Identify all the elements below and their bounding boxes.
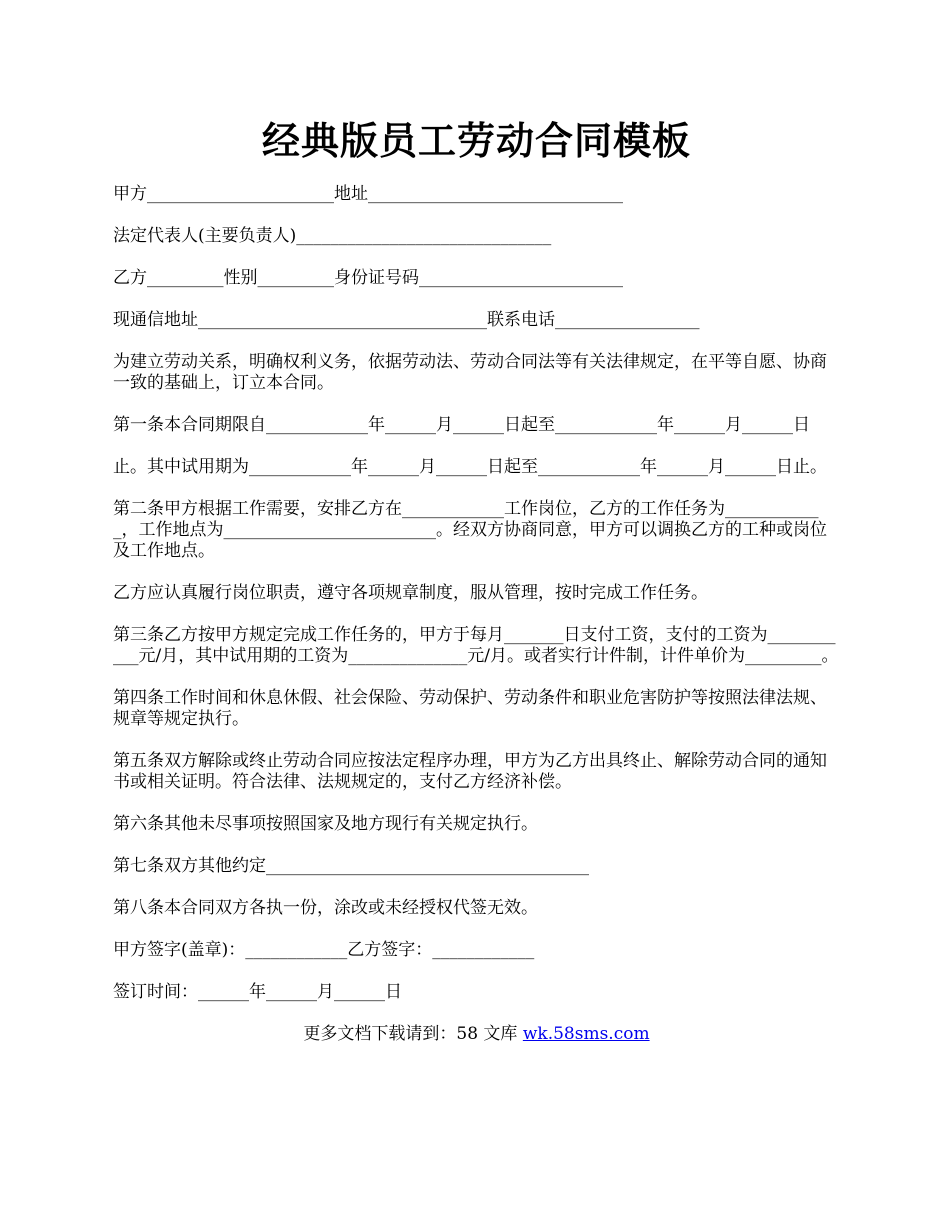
legal-representative-line: 法定代表人(主要负责人)______________________________ <box>113 226 552 246</box>
signature-line: 甲方签字(盖章)：____________乙方签字：____________ <box>113 940 535 960</box>
article-2-position: 第二条甲方根据工作需要，安排乙方在____________工作岗位，乙方的工作任务为____________，工作地点为_________________________。经双方协商同意，甲方可以调换乙方的工种或岗位及工作地点。 <box>113 499 827 561</box>
footer-text: 更多文档下载请到：58 文库 <box>303 1024 523 1044</box>
document-title: 经典版员工劳动合同模板 <box>261 118 691 163</box>
signing-date-line: 签订时间：______年______月______日 <box>113 982 402 1002</box>
article-5-termination: 第五条双方解除或终止劳动合同应按法定程序办理，甲方为乙方出具终止、解除劳动合同的通知书或相关证明。符合法律、法规规定的，支付乙方经济补偿。 <box>113 751 827 792</box>
contract-body <box>113 184 840 1003</box>
article-1-term: 第一条本合同期限自____________年______月______日起至____________年______月______日 <box>113 415 810 435</box>
article-2-duties: 乙方应认真履行岗位职责，遵守各项规章制度，服从管理，按时完成工作任务。 <box>113 583 708 603</box>
article-4-working-hours: 第四条工作时间和休息休假、社会保险、劳动保护、劳动条件和职业危害防护等按照法律法规、规章等规定执行。 <box>113 688 827 729</box>
article-7-other-agreements: 第七条双方其他约定______________________________________ <box>113 856 589 876</box>
article-8-copies: 第八条本合同双方各执一份，涂改或未经授权代签无效。 <box>113 898 538 918</box>
contact-address-line: 现通信地址__________________________________联系电话_________________ <box>113 310 700 330</box>
party-b-line: 乙方_________性别_________身份证号码________________________ <box>113 268 623 288</box>
party-a-line: 甲方______________________地址______________________________ <box>113 184 623 204</box>
article-6-other-matters: 第六条其他未尽事项按照国家及地方现行有关规定执行。 <box>113 814 538 834</box>
article-1-probation: 止。其中试用期为____________年______月______日起至____________年______月______日止。 <box>113 457 827 477</box>
footer-link[interactable]: wk.58sms.com <box>522 1024 650 1044</box>
article-3-wages: 第三条乙方按甲方规定完成工作任务的，甲方于每月_______日支付工资，支付的工资为___________元/月，其中试用期的工资为______________元/月。或者实行计件制，计件单价为_________。 <box>113 625 839 666</box>
footer <box>113 1024 840 1045</box>
preamble-paragraph: 为建立劳动关系，明确权利义务，依据劳动法、劳动合同法等有关法律规定，在平等自愿、协商一致的基础上，订立本合同。 <box>113 352 827 393</box>
